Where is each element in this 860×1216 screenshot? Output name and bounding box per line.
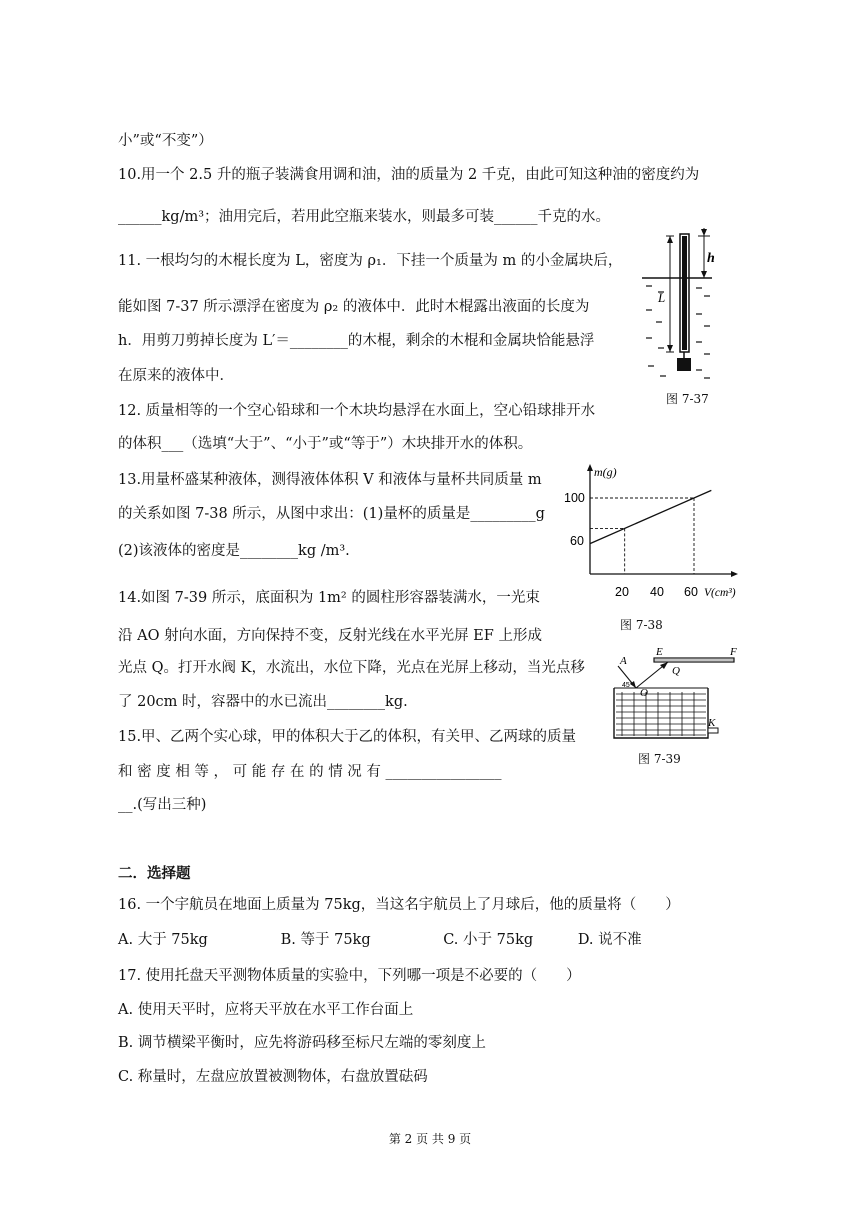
q14-line-3: 光点 Q。打开水阀 K，水流出，水位下降，光点在光屏上移动，当光点移 xyxy=(118,660,585,676)
fig737-label-h: h xyxy=(707,251,715,266)
chart-xtick-20: 20 xyxy=(615,585,629,599)
q16-option-b[interactable]: B. 等于 75kg xyxy=(280,932,371,948)
q13-line-2: 的关系如图 7-38 所示，从图中求出：(1)量杯的质量是_________g xyxy=(118,506,545,522)
text-line-1: 小”或“不变”） xyxy=(118,133,213,149)
q11-line-4: 在原来的液体中． xyxy=(118,368,234,384)
fig739-label-F: F xyxy=(730,646,737,658)
q16-option-a[interactable]: A. 大于 75kg xyxy=(118,932,208,948)
figure-7-39 xyxy=(612,644,742,744)
chart-ytick-100: 100 xyxy=(564,491,585,505)
q14-line-2: 沿 AO 射向水面，方向保持不变，反射光线在水平光屏 EF 上形成 xyxy=(118,628,542,644)
q11-line-1: 11. 一根均匀的木棍长度为 L，密度为 ρ₁．下挂一个质量为 m 的小金属块后， xyxy=(118,253,623,269)
fig739-label-A: A xyxy=(620,655,627,667)
fig737-label-L: L xyxy=(658,290,666,305)
fig737-caption: 图 7-37 xyxy=(666,392,709,406)
fig739-label-Q: Q xyxy=(672,665,680,677)
figure-7-38-chart xyxy=(562,462,742,600)
q13-line-3: (2)该液体的密度是________kg /m³. xyxy=(118,543,350,559)
q12-line-2: 的体积___（选填“大于”、“小于”或“等于”）木块排开水的体积。 xyxy=(118,436,533,452)
chart-x-label: V(cm³) xyxy=(704,587,736,599)
q16-stem: 16. 一个宇航员在地面上质量为 75kg，当这名宇航员上了月球后，他的质量将（ ） xyxy=(118,897,680,913)
section-title-choice: 二．选择题 xyxy=(118,865,191,882)
fig739-label-K: K xyxy=(708,717,716,729)
q10-line-1: 10.用一个 2.5 升的瓶子装满食用调和油，油的质量为 2 千克，由此可知这种油的密度约为 xyxy=(118,167,700,183)
page-footer: 第 2 页 共 9 页 xyxy=(388,1132,472,1146)
fig739-angle: 45° xyxy=(622,682,633,689)
q16-option-c[interactable]: C. 小于 75kg xyxy=(443,932,534,948)
q15-line-1: 15.甲、乙两个实心球，甲的体积大于乙的体积，有关甲、乙两球的质量 xyxy=(118,729,577,745)
q12-line-1: 12. 质量相等的一个空心铅球和一个木块均悬浮在水面上，空心铅球排开水 xyxy=(118,403,596,419)
q15-line-3: __.(写出三种) xyxy=(118,797,207,813)
chart-y-label: m(g) xyxy=(594,465,617,479)
fig739-label-E: E xyxy=(656,646,663,658)
chart-xtick-60: 60 xyxy=(684,585,698,599)
q17-option-c[interactable]: C. 称量时，左盘应放置被测物体，右盘放置砝码 xyxy=(118,1069,428,1085)
q13-line-1: 13.用量杯盛某种液体，测得液体体积 V 和液体与量杯共同质量 m xyxy=(118,472,542,488)
fig739-caption: 图 7-39 xyxy=(638,752,681,766)
q14-line-1: 14.如图 7-39 所示，底面积为 1m² 的圆柱形容器装满水，一光束 xyxy=(118,590,540,606)
chart-ytick-60: 60 xyxy=(570,534,584,548)
fig738-caption: 图 7-38 xyxy=(620,618,663,632)
q16-options xyxy=(118,930,642,950)
q11-line-3: h．用剪刀剪掉长度为 L′＝________的木棍，剩余的木棍和金属块恰能悬浮 xyxy=(118,333,595,349)
q10-line-2: ______kg/m³；油用完后，若用此空瓶来装水，则最多可装______千克的水。 xyxy=(118,209,611,225)
q17-stem: 17. 使用托盘天平测物体质量的实验中，下列哪一项是不必要的（ ） xyxy=(118,968,581,984)
q16-option-d[interactable]: D. 说不准 xyxy=(577,932,642,948)
q14-line-4: 了 20cm 时，容器中的水已流出________kg. xyxy=(118,694,408,710)
chart-xtick-40: 40 xyxy=(650,585,664,599)
q17-option-a[interactable]: A. 使用天平时，应将天平放在水平工作台面上 xyxy=(118,1002,414,1018)
fig739-label-O: O xyxy=(640,687,648,699)
figure-7-37 xyxy=(632,226,722,386)
q11-line-2: 能如图 7-37 所示漂浮在密度为 ρ₂ 的液体中．此时木棍露出液面的长度为 xyxy=(118,299,590,315)
q15-line-2: 和 密 度 相 等 ， 可 能 存 在 的 情 况 有 ________________ xyxy=(118,764,502,780)
q17-option-b[interactable]: B. 调节横梁平衡时，应先将游码移至标尺左端的零刻度上 xyxy=(118,1035,486,1051)
